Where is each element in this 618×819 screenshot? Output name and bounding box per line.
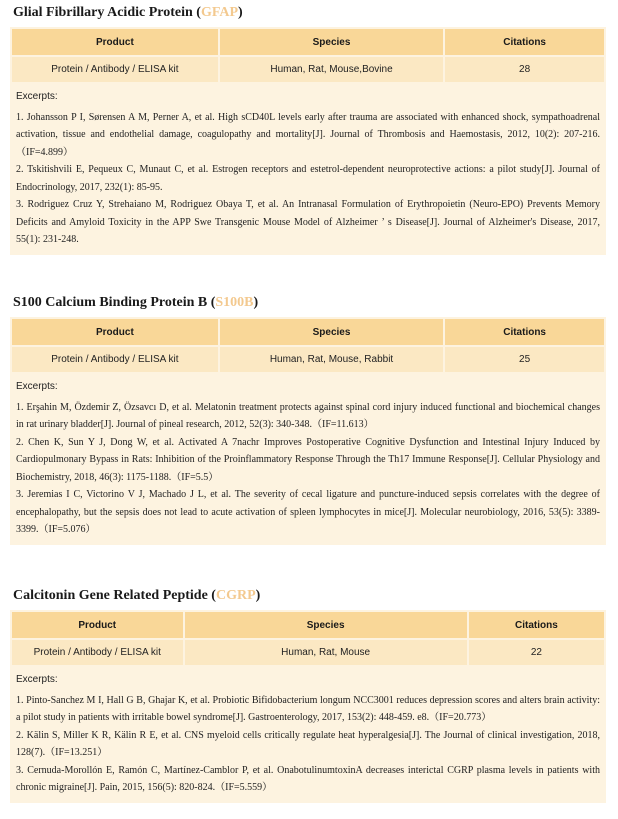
- header-species: Species: [220, 319, 443, 345]
- header-species: Species: [185, 612, 467, 638]
- product-table: [10, 317, 606, 374]
- section-abbr: CGRP: [215, 588, 256, 603]
- excerpts-label: Excerpts:: [16, 674, 58, 685]
- section-abbr: GFAP: [200, 5, 239, 20]
- reference-item: 3. Rodriguez Cruz Y, Strehaiano M, Rodriguez Obaya T, et al. An Intranasal Formulation of Erythropoietin (Neuro-EPO) Prevents Memory Deficits and Amyloid Toxicity in the APP Swe Transgenic Mouse Model of Alzheimer ’ s Disease[J]. Journal of Alzheimer's Disease, 2017, 55(1): 231-248.: [16, 199, 600, 245]
- reference-item: 1. Erşahin M, Özdemir Z, Özsavcı D, et al. Melatonin treatment protects against spinal cord injury induced functional and biochemical changes in rat urinary bladder[J]. Journal of pineal research, 2012, 52(3): 340-348.（IF=11.613）: [16, 401, 600, 430]
- cell-product: Protein / Antibody / ELISA kit: [12, 640, 183, 665]
- reference-item: 1. Pinto-Sanchez M I, Hall G B, Ghajar K, et al. Probiotic Bifidobacterium longum NCC3001 reduces depression scores and alters brain activity: a pilot study in patients with irritable bowel syndrome[J]. Gastroenterology, 2017, 153(2): 448-459. e8.（IF=20.773）: [16, 694, 600, 723]
- info-panel: [10, 610, 606, 803]
- table-row: [12, 57, 604, 82]
- info-panel: [10, 317, 606, 545]
- header-citations: Citations: [445, 319, 604, 345]
- table-row: [12, 347, 604, 372]
- info-panel: [10, 27, 606, 255]
- header-product: Product: [12, 612, 183, 638]
- excerpts: [10, 84, 606, 255]
- excerpts: [10, 667, 606, 803]
- reference-item: 3. Jeremias I C, Victorino V J, Machado J L, et al. The severity of cecal ligature and puncture-induced sepsis correlates with the degree of encephalopathy, but the sepsis does not lead to acute activation of spleen lymphocytes in mice[J]. Molecular neurobiology, 2016, 53(5): 3389-3399.（IF=5.076）: [16, 489, 600, 535]
- header-product: Product: [12, 319, 218, 345]
- section-title: S100 Calcium Binding Protein B (S100B): [13, 295, 259, 310]
- cell-citations: 28: [445, 57, 604, 82]
- cell-citations: 25: [445, 347, 604, 372]
- product-table: [10, 610, 606, 667]
- section-s100b: [10, 294, 606, 545]
- cell-product: Protein / Antibody / ELISA kit: [12, 347, 218, 372]
- reference-item: 2. Tskitishvili E, Pequeux C, Munaut C, et al. Estrogen receptors and estetrol-dependent neuroprotective actions: a pilot study[J]. Journal of Endocrinology, 2017, 232(1): 85-95.: [16, 164, 600, 193]
- excerpts-label: Excerpts:: [16, 381, 58, 392]
- cell-species: Human, Rat, Mouse: [185, 640, 467, 665]
- header-citations: Citations: [445, 29, 604, 55]
- header-species: Species: [220, 29, 443, 55]
- reference-item: 2. Chen K, Sun Y J, Dong W, et al. Activated A 7nachr Improves Postoperative Cognitive Dysfunction and Intestinal Injury Induced by Cardiopulmonary Bypass in Rats: Inhibition of the Proinflammatory Response Through the Th17 Immune Response[J]. Cellular Physiology and Biochemistry, 2018, 46(3): 1175-1188.（IF=5.5）: [16, 436, 600, 483]
- reference-item: 1. Johansson P I, Sørensen A M, Perner A, et al. High sCD40L levels early after trauma are associated with enhanced shock, sympathoadrenal activation, tissue and endothelial damage, coagulopathy and mortality[J]. Journal of Thrombosis and Haemostasis, 2012, 10(2): 207-216.（IF=4.899）: [16, 111, 600, 158]
- product-table: [10, 27, 606, 84]
- excerpts: [10, 374, 606, 545]
- header-citations: Citations: [469, 612, 604, 638]
- cell-citations: 22: [469, 640, 604, 665]
- cell-species: Human, Rat, Mouse, Rabbit: [220, 347, 443, 372]
- reference-item: 3. Cernuda-Morollón E, Ramón C, Martínez-Camblor P, et al. OnabotulinumtoxinA decreases interictal CGRP plasma levels in patients with chronic migraine[J]. Pain, 2015, 156(5): 820-824.（IF=5.559）: [16, 764, 600, 793]
- table-row: [12, 640, 604, 665]
- section-title: Glial Fibrillary Acidic Protein (GFAP): [13, 5, 243, 20]
- section-title: Calcitonin Gene Related Peptide (CGRP): [13, 588, 261, 603]
- section-cgrp: [10, 587, 606, 803]
- header-product: Product: [12, 29, 218, 55]
- excerpts-label: Excerpts:: [16, 91, 58, 102]
- cell-species: Human, Rat, Mouse,Bovine: [220, 57, 443, 82]
- section-abbr: S100B: [215, 295, 254, 310]
- reference-item: 2. Kälin S, Miller K R, Kälin R E, et al. CNS myeloid cells critically regulate heat hyperalgesia[J]. The Journal of clinical investigation, 2018, 128(7).（IF=13.251）: [16, 729, 600, 758]
- cell-product: Protein / Antibody / ELISA kit: [12, 57, 218, 82]
- section-gfap: [10, 4, 606, 255]
